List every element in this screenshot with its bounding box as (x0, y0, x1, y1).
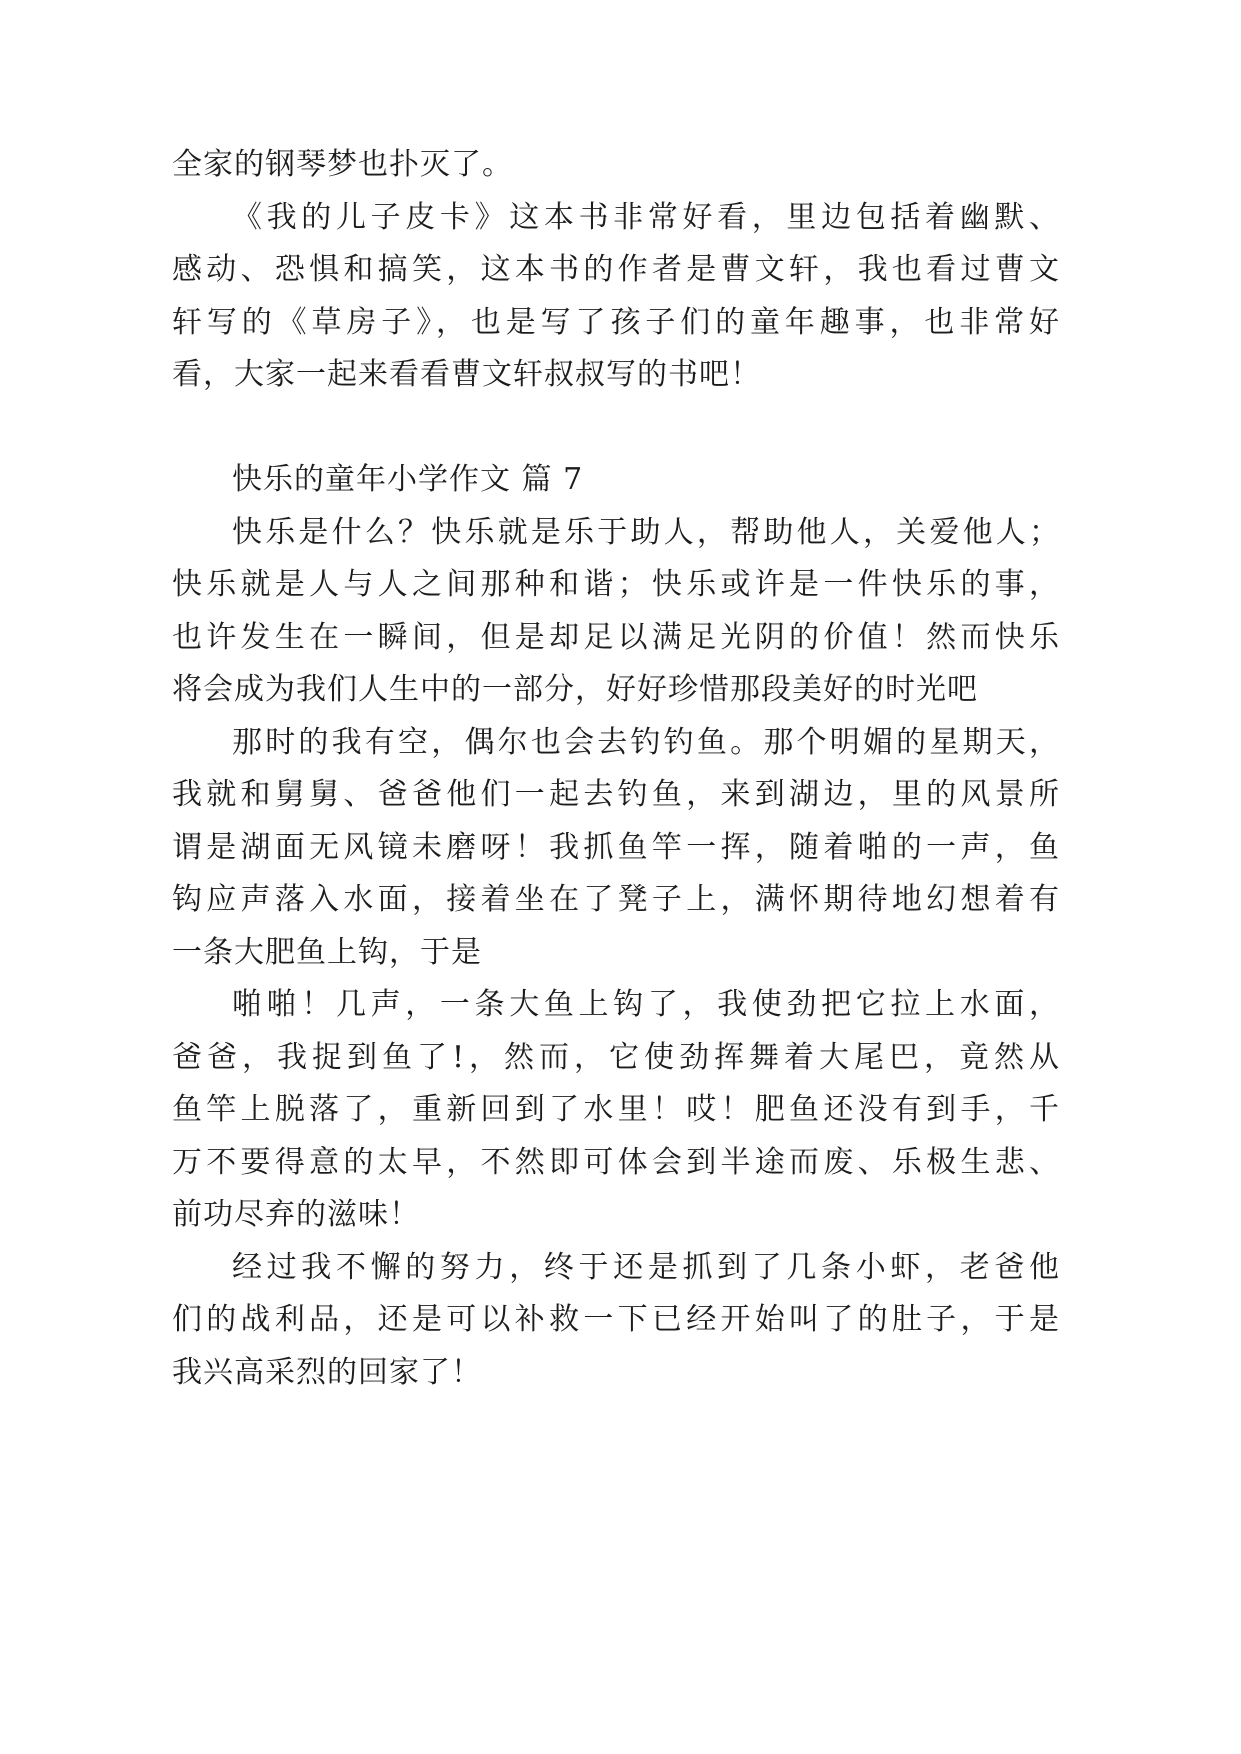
text-line: 经过我不懈的努力，终于还是抓到了几条小虾，老爸他 (232, 1249, 1060, 1285)
text-line: 快乐是什么？快乐就是乐于助人，帮助他人，关爱他人； (232, 514, 1060, 550)
paragraph (172, 717, 1060, 980)
paragraph (172, 507, 1060, 717)
text-line: 感动、恐惧和搞笑，这本书的作者是曹文轩，我也看过曹文 (172, 252, 1060, 287)
text-line: 轩写的《草房子》，也是写了孩子们的童年趣事，也非常好 (172, 304, 1060, 340)
text-line: 那时的我有空，偶尔也会去钓钓鱼。那个明媚的星期天， (232, 724, 1060, 760)
text-line: 《我的儿子皮卡》这本书非常好看，里边包括着幽默、 (232, 199, 1060, 235)
text-line: 全家的钢琴梦也扑灭了。 (172, 147, 513, 182)
text-line: 谓是湖面无风镜未磨呀！我抓鱼竿一挥，随着啪的一声，鱼 (172, 829, 1060, 865)
text-line: 快乐就是人与人之间那种和谐；快乐或许是一件快乐的事， (172, 567, 1060, 602)
text-line: 爸爸，我捉到鱼了!，然而，它使劲挥舞着大尾巴，竟然从 (172, 1039, 1060, 1075)
text-line: 将会成为我们人生中的一部分，好好珍惜那段美好的时光吧 (172, 672, 978, 707)
text-line: 我就和舅舅、爸爸他们一起去钓鱼，来到湖边，里的风景所 (172, 777, 1060, 812)
text-line: 看，大家一起来看看曹文轩叔叔写的书吧！ (172, 357, 761, 392)
blank-line (172, 402, 1060, 455)
text-line: 鱼竿上脱落了，重新回到了水里！哎！肥鱼还没有到手，千 (172, 1092, 1060, 1127)
text-line: 万不要得意的太早，不然即可体会到半途而废、乐极生悲、 (172, 1144, 1060, 1180)
text-line: 啪啪！几声，一条大鱼上钩了，我使劲把它拉上水面， (232, 987, 1060, 1022)
paragraph (172, 192, 1060, 402)
text-line: 前功尽弃的滋味！ (172, 1197, 420, 1232)
text-column (172, 139, 1060, 1399)
text-line: 们的战利品，还是可以补救一下已经开始叫了的肚子，于是 (172, 1302, 1060, 1337)
text-line: 我兴高采烈的回家了！ (172, 1354, 482, 1390)
section-heading: 快乐的童年小学作文 篇 7 (232, 462, 584, 497)
text-line: 也许发生在一瞬间，但是却足以满足光阴的价值！然而快乐 (172, 619, 1060, 655)
text-line: 一条大肥鱼上钩，于是 (172, 934, 482, 970)
paragraph (172, 1242, 1060, 1400)
paragraph (172, 979, 1060, 1242)
paragraph (172, 139, 1060, 192)
text-line: 钩应声落入水面，接着坐在了凳子上，满怀期待地幻想着有 (172, 882, 1060, 917)
